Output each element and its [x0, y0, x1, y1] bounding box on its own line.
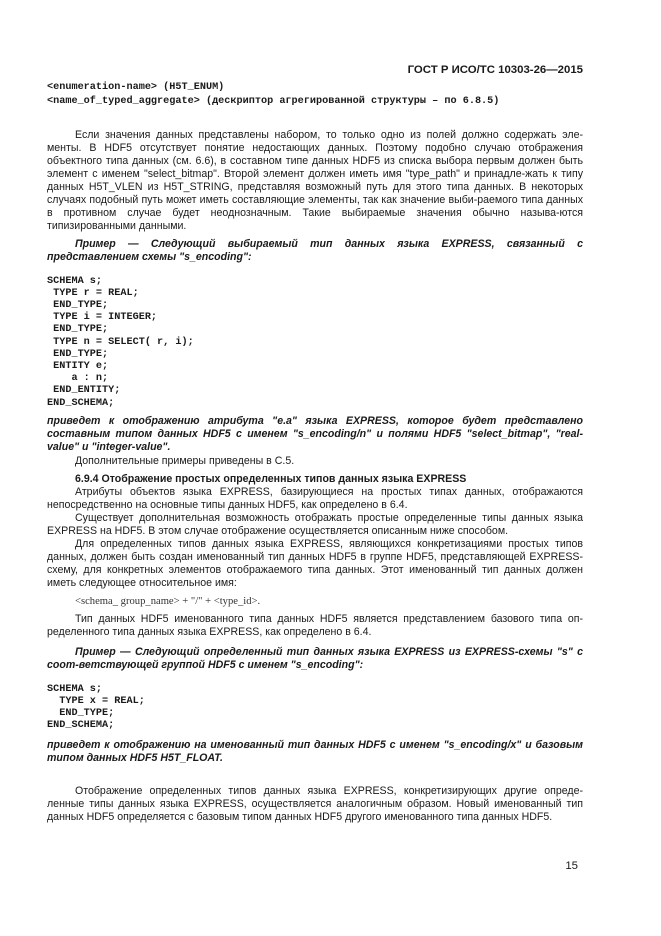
paragraph: Если значения данных представлены набором, то только одно из полей должно содержать эле-менты. В HDF5 отсутствует понятие недостающих данных. Поэтому подобно случаю отображения объектного типа данных (см. 6.6), в составном типе данных HDF5 из списка выбора первым должен быть элемент с именем "select_bitmap". Второй элемент должен иметь имя "type_path" и принадле-жать к типу данных H5T_VLEN из H5T_STRING, представляя возможный путь для этого типа данных. В некоторых случаях подобный путь может иметь составляющие элементы, так как значение выби-раемого типа данных в противном случае будет неоднозначным. Такие выбираемые значения обычно называ-ются типизированными данными.: [47, 128, 583, 232]
code-block: [47, 684, 583, 733]
formula: <schema_ group_name> + "/" + <type_id>.: [75, 595, 261, 607]
paragraph: Существует дополнительная возможность отображать простые определенные типы данных языка EXPRESS на HDF5. В этом случае отображение осуществляется описанным ниже способом.: [47, 511, 583, 537]
page-number: 15: [565, 860, 578, 872]
code-line: a : n;: [47, 373, 109, 385]
paragraph: Дополнительные примеры приведены в C.5.: [75, 454, 295, 467]
code-line: END_ENTITY;: [47, 385, 121, 397]
code-line: END_TYPE;: [47, 324, 109, 336]
code-block: [47, 276, 583, 410]
paragraph: Для определенных типов данных языка EXPRESS, являющихся конкретизациями простых типов данных, должен быть создан именованный тип данных HDF5 в группе HDF5, представляющей EXPRESS-схему, для конкретных элементов отображаемого типа данных. Этот именованный тип данных должен иметь следующее относительное имя:: [47, 537, 583, 589]
section-heading: 6.9.4 Отображение простых определенных типов данных языка EXPRESS: [75, 472, 467, 485]
top-code-block: [47, 81, 583, 109]
code-line: <name_of_typed_aggregate> (дескриптор агрегированной структуры – по 6.8.5): [47, 95, 500, 107]
code-line: END_TYPE;: [47, 300, 109, 311]
example-result: приведет к отображению атрибута "e.a" языка EXPRESS, которое будет представлено составным типом данных HDF5 с именем "s_encoding/n" и полями HDF5 "select_bitmap", "real-value" и "integer-value".: [47, 414, 583, 453]
page-content: [47, 81, 583, 824]
paragraph: Атрибуты объектов языка EXPRESS, базирующиеся на простых типах данных, отображаются непосредственно на основные типы данных HDF5, как определено в 6.4.: [47, 485, 583, 511]
code-line: SCHEMA s;: [47, 683, 103, 695]
code-line: TYPE i = INTEGER;: [47, 312, 158, 324]
example-intro: Пример — Следующий определенный тип данных языка EXPRESS из EXPRESS-схемы "s" с соот-ветствующей группой HDF5 с именем "s_encoding":: [47, 645, 583, 671]
code-line: END_TYPE;: [47, 708, 115, 720]
code-line: ENTITY e;: [47, 361, 109, 373]
code-line: SCHEMA s;: [47, 275, 103, 287]
code-line: TYPE r = REAL;: [47, 287, 139, 299]
code-line: <enumeration-name> (H5T_ENUM): [47, 82, 225, 93]
code-line: END_SCHEMA;: [47, 397, 115, 409]
code-line: TYPE x = REAL;: [47, 696, 145, 708]
code-line: END_TYPE;: [47, 348, 109, 360]
code-line: END_SCHEMA;: [47, 720, 115, 732]
standard-header: ГОСТ Р ИСО/ТС 10303-26—2015: [407, 64, 583, 76]
code-line: TYPE n = SELECT( r, i);: [47, 336, 194, 348]
example-result: приведет к отображению на именованный тип данных HDF5 с именем "s_encoding/x" и базовым типом данных HDF5 H5T_FLOAT.: [47, 738, 583, 764]
example-intro: Пример — Следующий выбираемый тип данных языка EXPRESS, связанный с представлением схемы "s_encoding":: [47, 237, 583, 263]
paragraph: Отображение определенных типов данных языка EXPRESS, конкретизирующих другие опреде-ленные типы данных языка EXPRESS, осуществляется аналогичным образом. Новый именованный тип данных HDF5 определяется с базовым типом данных HDF5 другого именованного типа данных HDF5.: [47, 784, 583, 823]
paragraph: Тип данных HDF5 именованного типа данных HDF5 является представлением базового типа оп-ределенного типа данных языка EXPRESS, как определено в 6.4.: [47, 612, 583, 638]
